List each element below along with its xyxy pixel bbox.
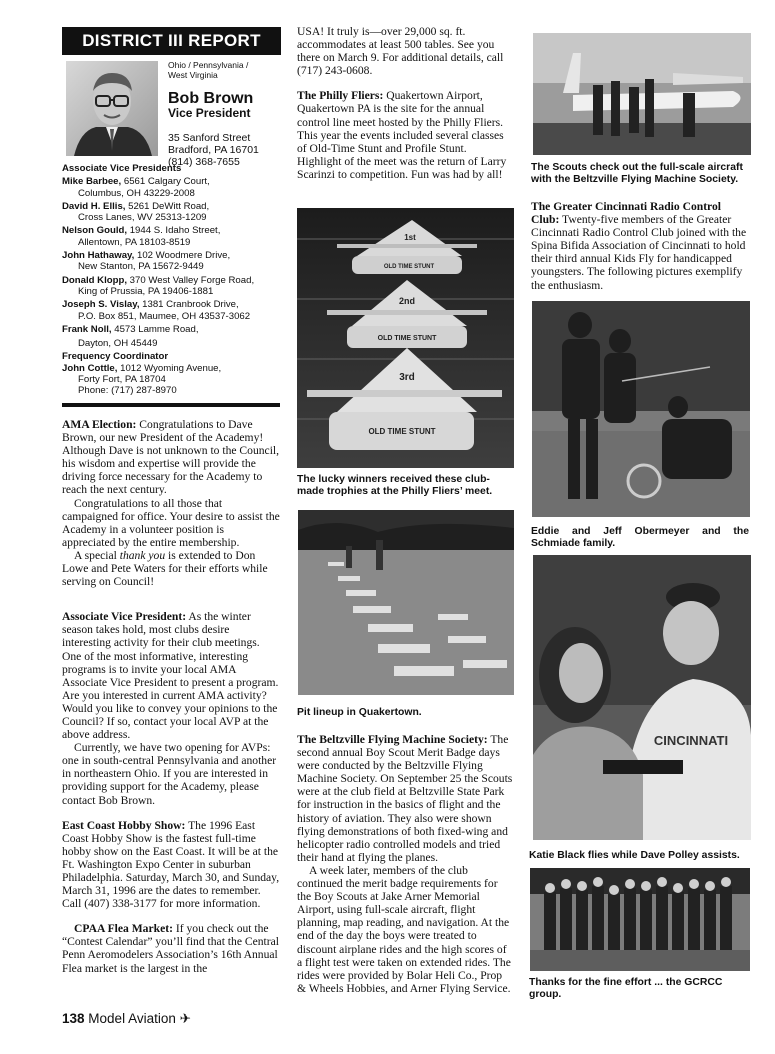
section-heading: The Philly Fliers: xyxy=(297,89,384,103)
column-right-text xyxy=(531,200,751,292)
paragraph: Congratulations to all those that campaigned for office. Your desire to assist the Academy in a volunteer position is appreciated by the entire membership. xyxy=(62,496,280,549)
paragraph: USA! It truly is—over 29,000 sq. ft. accommodates at least 500 tables. See you there on March 9. For additional details, call (717) 243-0608. xyxy=(297,25,504,78)
freq-coordinator-heading: Frequency Coordinator xyxy=(62,351,169,363)
shirt-text: CINCINNATI xyxy=(653,733,729,748)
paragraph-text: As the winter season takes hold, most clubs desire interesting activity for their club meetings. One of the most informative, interesting programs is to invite your local AMA Associate Vice President to present a program. Are you interested in current AMA activity? Would you like to convey your opinions to the Council? If so, contact your local AVP at the above address. xyxy=(62,610,279,742)
entry-line: Cross Lanes, WV 25313-1209 xyxy=(78,212,207,224)
paragraph-text: A special xyxy=(74,548,120,562)
vp-address-line: Bradford, PA 16701 xyxy=(168,144,259,156)
group-caption: Thanks for the fine effort ... the GCRCC group. xyxy=(529,977,723,1000)
entry-name: John Hathaway, xyxy=(62,250,135,262)
section-heading: The Greater Cincinnati Radio Control Club: xyxy=(531,200,722,227)
states-line-1: Ohio / Pennsylvania / xyxy=(168,60,249,70)
paragraph xyxy=(297,89,513,181)
entry-line: 102 Woodmere Drive, xyxy=(134,250,231,262)
states-line-2: West Virginia xyxy=(168,69,218,80)
directory-entry xyxy=(62,363,282,397)
entry-name: David H. Ellis, xyxy=(62,200,126,212)
entry-name: Donald Klopp, xyxy=(62,274,128,286)
associate-vp-directory xyxy=(62,163,282,397)
trophy-text-label: OLD TIME STUNT xyxy=(368,427,436,436)
entry-line: 5261 DeWitt Road, xyxy=(125,200,210,212)
directory-entry xyxy=(62,201,282,224)
directory-entry xyxy=(62,275,282,298)
paragraph-text: Congratulations to Dave Brown, our new President of the Academy! Although Dave is not unknown to the Council, his wisdom and expertise will provide the driving force necessary for the Academy to reach the next century. xyxy=(62,418,280,497)
emphasis: thank you xyxy=(119,548,166,562)
entry-line: Dayton, OH 45449 xyxy=(78,338,158,350)
directory-entry xyxy=(62,225,282,248)
paragraph-text: Twenty-five members of the Greater Cincinnati Radio Control Club joined with the Spina Bifida Association of Cincinnati to hold their third annual Kids Fly for handicapped youngsters. The following pictures exemplify the enthusiasm. xyxy=(531,213,747,292)
column-middle-text-bottom xyxy=(297,733,513,995)
directory-entry xyxy=(62,250,282,273)
pit-lineup-photo xyxy=(298,510,514,695)
entry-line: 4573 Lamme Road, xyxy=(111,323,199,335)
entry-line: Allentown, PA 18103-8519 xyxy=(78,236,191,248)
section-heading: The Beltzville Flying Machine Society: xyxy=(297,733,488,746)
paragraph: Currently, we have two opening for AVPs: one in south-central Pennsylvania and another in northeastern Ohio. If you are interested in providing support for the Academy, please contact Bob Brown. xyxy=(62,741,277,807)
paragraph-text: is extended to Don Lowe and Pete Waters for their efforts while serving on Council! xyxy=(62,548,268,589)
airplane-icon: ✈ xyxy=(179,1011,191,1026)
portrait-photo xyxy=(66,61,158,156)
assoc-vp-heading: Associate Vice Presidents xyxy=(62,163,182,174)
paragraph xyxy=(531,200,751,292)
section-heading: CPAA Flea Market: xyxy=(74,922,173,936)
entry-line: 1944 S. Idaho Street, xyxy=(127,225,221,237)
paragraph xyxy=(62,549,280,588)
directory-entry xyxy=(62,176,282,199)
district-banner: DISTRICT III REPORT xyxy=(62,27,281,55)
entry-name: Joseph S. Vislay, xyxy=(62,299,140,311)
vp-address-line: 35 Sanford Street xyxy=(168,132,251,144)
entry-line: P.O. Box 851, Maumee, OH 43537-3062 xyxy=(78,310,251,322)
entry-line: Phone: (717) 287-8970 xyxy=(78,385,177,397)
katie-caption: Katie Black flies while Dave Polley assists. xyxy=(529,850,740,861)
directory-entry xyxy=(62,299,282,322)
katie-dave-photo xyxy=(533,555,751,840)
trophies-caption: The lucky winners received these club-made trophies at the Philly Fliers’ meet. xyxy=(297,474,493,497)
paragraph-text: Quakertown Airport, Quakertown PA is the site for the annual control line meet hosted by the Philly Fliers. This year the events included several classes of Old-Time Stunt and Profile Stunt. Highlight of the meet was the return of Larry Scarinzi to competition. Fun was had by all! xyxy=(297,89,507,181)
vice-president-block xyxy=(168,61,280,168)
eddie-caption: Eddie and Jeff Obermeyer and the Schmiade family. xyxy=(531,526,749,549)
section-divider xyxy=(62,403,280,407)
paragraph-text: The second annual Boy Scout Merit Badge days were conducted by the Beltzville Flying Machine Society. On September 25 the Scouts were at the club field at Beltzville State Park for instruction in the basics of flight and the history of aviation. They also were shown flying demonstrations of both fixed-wing and helicopter radio controlled models and tried their hand at flying the planes. xyxy=(297,733,513,864)
entry-line: King of Prussia, PA 19406-1881 xyxy=(78,285,214,297)
entry-name: Nelson Gould, xyxy=(62,225,128,237)
entry-line: 1012 Wyoming Avenue, xyxy=(117,362,222,374)
trophy-place-label: 1st xyxy=(404,233,416,242)
column-left-text xyxy=(62,418,280,975)
trophies-photo xyxy=(297,208,514,468)
paragraph: A week later, members of the club continued the merit badge requirements for the Boy Scouts at Jake Arner Memorial Airport, using full-scale aircraft, flight planning, map reading, and navigation. At the end of the day the boys were treated to discount airplane rides and the high scores of a flight test were taken on extended rides. The rides were provided by Bolar Heli Co., Prop & Wheels Hobbies, and Arner Flying Service. xyxy=(297,863,511,995)
section-heading: Associate Vice President: xyxy=(62,610,187,624)
gcrcc-group-photo xyxy=(530,868,750,971)
entry-name: Frank Noll, xyxy=(62,323,112,335)
vp-title: Vice President xyxy=(168,106,251,120)
trophy-place-label: 2nd xyxy=(398,296,416,306)
paragraph-text: If you check out the “Contest Calendar” you’ll find that the Central Penn Aeromodelers Association’s 16th Annual Flea market is the largest in the xyxy=(62,922,279,975)
entry-line: 6561 Calgary Court, xyxy=(121,176,210,188)
directory-entry xyxy=(62,324,282,350)
entry-name: Mike Barbee, xyxy=(62,176,122,188)
scouts-caption: The Scouts check out the full-scale aircraft with the Beltzville Flying Machine Society. xyxy=(531,162,743,185)
eddie-obermeyer-photo xyxy=(532,301,750,517)
entry-line: New Stanton, PA 15672-9449 xyxy=(78,261,204,273)
paragraph xyxy=(62,922,280,974)
paragraph xyxy=(62,418,280,497)
paragraph xyxy=(297,733,513,864)
vp-address-line: (814) 368-7655 xyxy=(168,156,240,168)
trophy-text-label: OLD TIME STUNT xyxy=(383,264,435,270)
entry-line: 370 West Valley Forge Road, xyxy=(127,274,255,286)
magazine-name: Model Aviation xyxy=(88,1011,176,1026)
pit-caption: Pit lineup in Quakertown. xyxy=(297,707,422,718)
section-heading: AMA Election: xyxy=(62,418,137,431)
page-number: 138 xyxy=(62,1011,85,1026)
entry-line: Columbus, OH 43229-2008 xyxy=(78,187,195,199)
entry-line: 1381 Cranbrook Drive, xyxy=(139,299,239,311)
entry-line: Forty Fort, PA 18704 xyxy=(78,374,166,386)
entry-name: John Cottle, xyxy=(62,362,118,374)
paragraph xyxy=(62,610,280,741)
section-heading: East Coast Hobby Show: xyxy=(62,818,186,832)
trophy-place-label: 3rd xyxy=(399,372,415,383)
trophy-text-label: OLD TIME STUNT xyxy=(377,335,437,342)
paragraph xyxy=(62,819,280,911)
paragraph-text: The 1996 East Coast Hobby Show is the fastest full-time hobby show on the East Coast. It will be at the Ft. Washington Expo Center in suburban Philadelphia. Saturday, March 30, and Sunday, March 31, 1996 are the dates to remember. Call (407) 338-3177 for more information. xyxy=(62,818,280,911)
vp-name: Bob Brown xyxy=(168,90,254,107)
column-middle-text-top xyxy=(297,25,513,181)
page-footer xyxy=(62,1011,191,1027)
scouts-aircraft-photo xyxy=(533,33,751,155)
